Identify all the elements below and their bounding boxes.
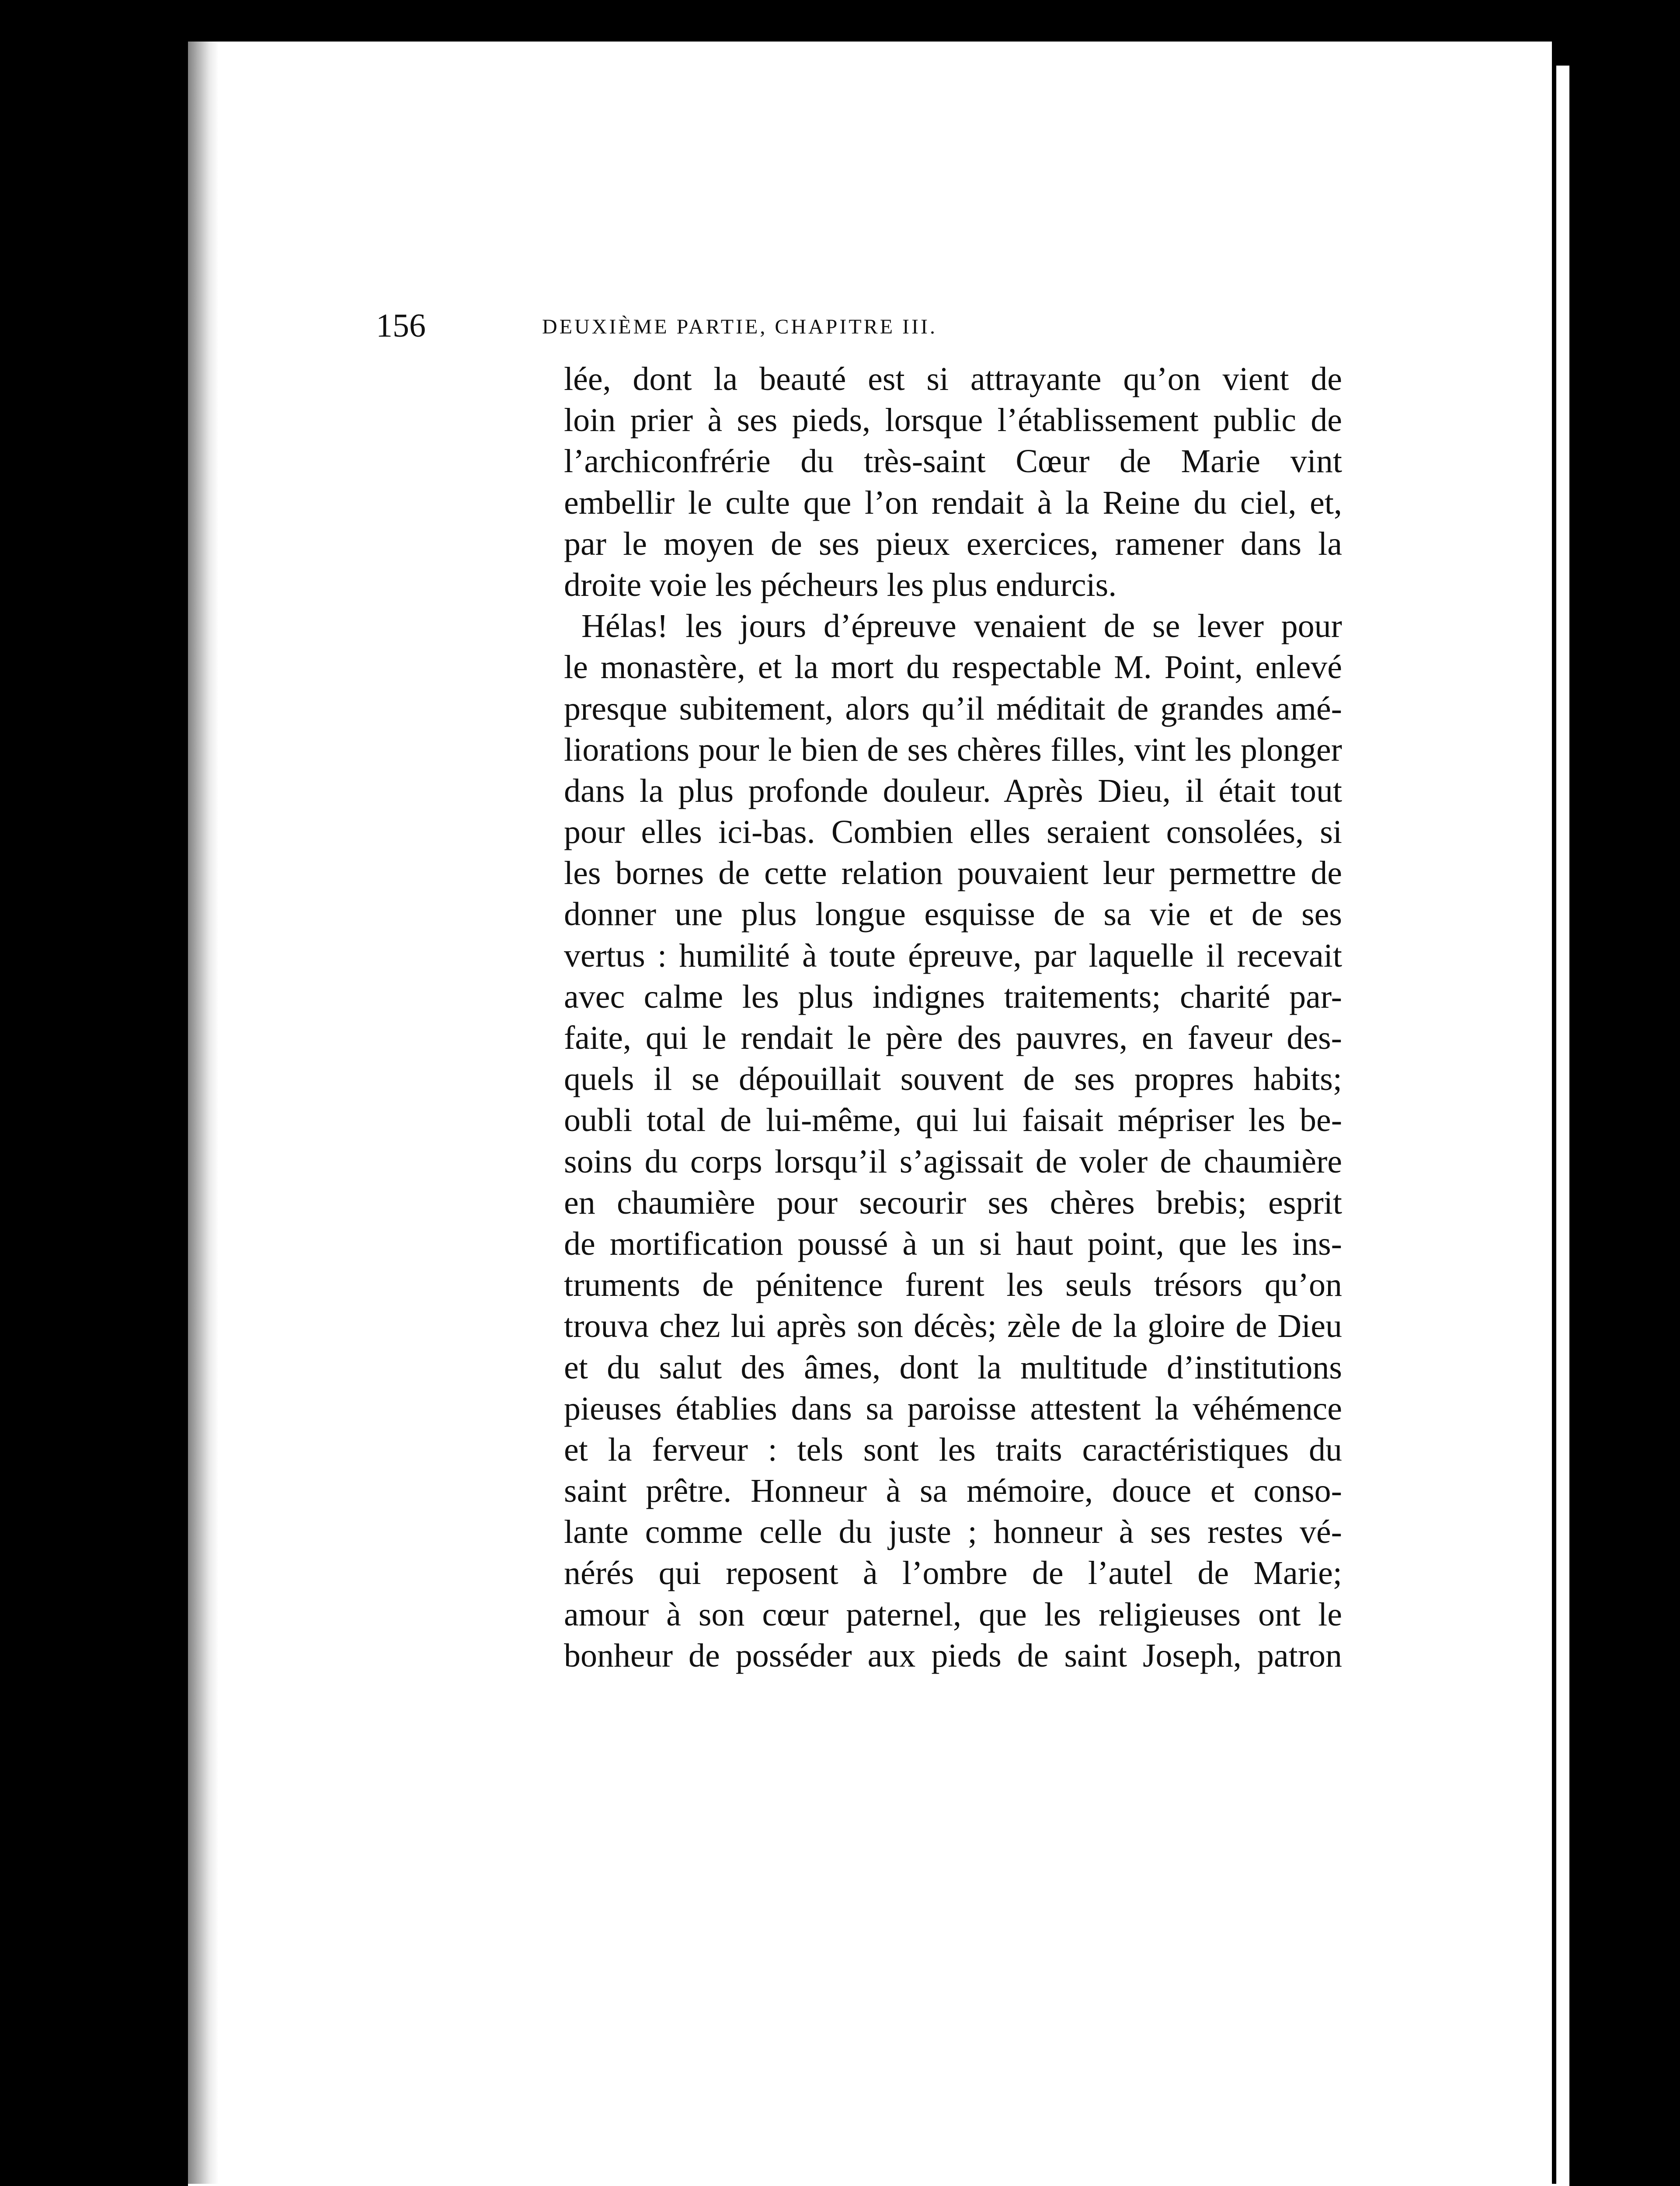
text-line: trouva chez lui après son décès; zèle de la gloire de Dieu: [564, 1308, 1342, 1345]
text-line: Hélas! les jours d’épreuve venaient de se lever pour: [581, 608, 1342, 645]
text-line: liorations pour le bien de ses chères filles, vint les plonger: [564, 731, 1342, 768]
text-line: par le moyen de ses pieux exercices, ramener dans la: [564, 525, 1342, 562]
text-line: nérés qui reposent à l’ombre de l’autel de Marie;: [564, 1555, 1342, 1592]
text-line: dans la plus profonde douleur. Après Dieu, il était tout: [564, 772, 1342, 809]
text-line: faite, qui le rendait le père des pauvres, en faveur des-: [564, 1020, 1342, 1056]
text-line: bonheur de posséder aux pieds de saint Joseph, patron: [564, 1637, 1342, 1674]
page-number: 156: [376, 307, 426, 344]
text-line: l’archiconfrérie du très-saint Cœur de Marie vint: [564, 443, 1342, 480]
text-line: et du salut des âmes, dont la multitude d’institutions: [564, 1349, 1342, 1386]
text-line: avec calme les plus indignes traitements; charité par-: [564, 978, 1342, 1015]
text-line: lée, dont la beauté est si attrayante qu’on vient de: [564, 361, 1342, 397]
text-line: amour à son cœur paternel, que les religieuses ont le: [564, 1596, 1342, 1633]
text-line: oubli total de lui-même, qui lui faisait mépriser les be-: [564, 1102, 1342, 1139]
page-bottom-edge: [188, 2184, 1569, 2186]
text-line: les bornes de cette relation pouvaient leur permettre de: [564, 855, 1342, 892]
text-line: pieuses établies dans sa paroisse attestent la véhémence: [564, 1390, 1342, 1427]
text-line: pour elles ici-bas. Combien elles seraient consolées, si: [564, 814, 1342, 851]
text-line: lante comme celle du juste ; honneur à ses restes vé-: [564, 1514, 1342, 1551]
text-line: vertus : humilité à toute épreuve, par laquelle il recevait: [564, 937, 1342, 974]
text-line: droite voie les pécheurs les plus endurcis.: [564, 566, 1117, 603]
running-head: [376, 306, 1351, 345]
text-line: quels il se dépouillait souvent de ses propres habits;: [564, 1061, 1342, 1098]
facing-page-edge: [1556, 66, 1569, 2186]
text-line: embellir le culte que l’on rendait à la Reine du ciel, et,: [564, 484, 1342, 521]
text-line: presque subitement, alors qu’il méditait de grandes amé-: [564, 690, 1342, 727]
text-line: et la ferveur : tels sont les traits caractéristiques du: [564, 1431, 1342, 1468]
text-line: saint prêtre. Honneur à sa mémoire, douce et conso-: [564, 1472, 1342, 1510]
text-line: de mortification poussé à un si haut point, que les ins-: [564, 1225, 1342, 1262]
body-text: [564, 359, 1342, 1676]
text-line: soins du corps lorsqu’il s’agissait de voler de chaumière: [564, 1143, 1342, 1180]
text-line: truments de pénitence furent les seuls trésors qu’on: [564, 1267, 1342, 1304]
text-line: le monastère, et la mort du respectable M. Point, enlevé: [564, 649, 1342, 686]
text-line: en chaumière pour secourir ses chères brebis; esprit: [564, 1184, 1342, 1221]
text-line: donner une plus longue esquisse de sa vie et de ses: [564, 896, 1342, 933]
chapter-title: DEUXIÈME PARTIE, CHAPITRE III.: [542, 315, 937, 338]
text-line: loin prier à ses pieds, lorsque l’établissement public de: [564, 402, 1342, 439]
